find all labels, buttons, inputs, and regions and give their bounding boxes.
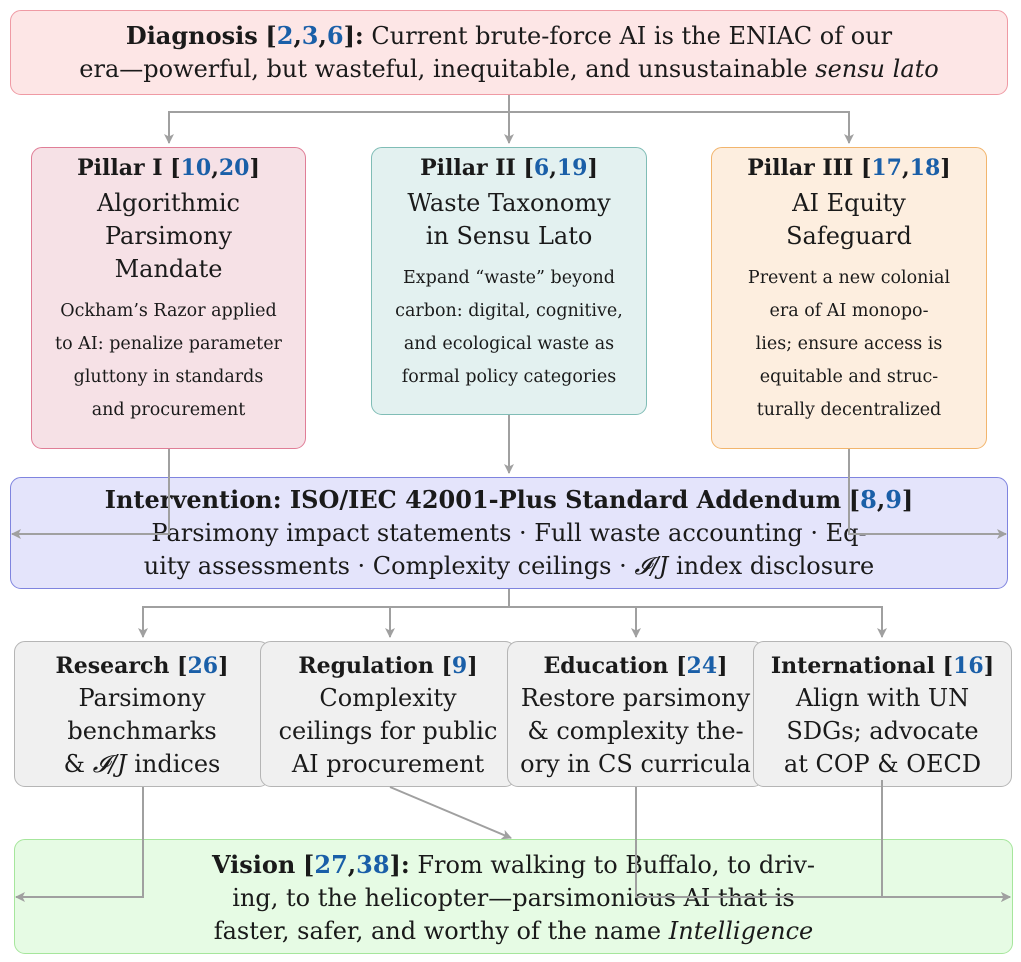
arrow-intervention-international <box>636 607 882 637</box>
pillar-3-box <box>711 147 987 449</box>
action-title: Education [24] <box>543 653 728 679</box>
index-symbol: 𝓘/𝐽 <box>92 750 127 778</box>
intervention-line-2: Parsimony impact statements · Full waste accounting · Eq- <box>151 519 867 547</box>
international-box <box>753 641 1012 787</box>
arrow-regulation-vision <box>390 787 511 838</box>
pillar-1-box <box>31 147 306 449</box>
pillar-subtitle: Waste Taxonomy in Sensu Lato <box>407 189 611 250</box>
citation-link[interactable]: 9 <box>885 485 902 514</box>
pillar-subtitle: Algorithmic Parsimony Mandate <box>97 189 240 283</box>
research-box <box>14 641 270 787</box>
citation-link[interactable]: 9 <box>451 653 468 679</box>
citation-link[interactable]: 24 <box>686 653 718 679</box>
vision-line-2: ing, to the helicopter—parsimonious AI that is <box>232 884 795 912</box>
action-body: Align with UN SDGs; advocate at COP & OECD <box>783 684 982 778</box>
citation-link[interactable]: 19 <box>556 155 588 181</box>
pillar-description: Expand “waste” beyond carbon: digital, cognitive, and ecological waste as formal policy categories <box>395 268 623 387</box>
citation-link[interactable]: 18 <box>909 155 941 181</box>
pillar-title: Pillar I [10,20] <box>77 155 260 181</box>
index-symbol: 𝓘/𝐽 <box>634 552 669 580</box>
action-title: Research [26] <box>55 653 229 679</box>
action-body: Restore parsimony & complexity the- ory in CS curricula <box>520 684 751 778</box>
diagnosis-label: Diagnosis <box>125 21 258 50</box>
arrow-diagnosis-pillar3 <box>509 112 849 143</box>
education-box <box>507 641 764 787</box>
action-title: Regulation [9] <box>298 653 478 679</box>
intervention-line-3: uity assessments · Complexity ceilings · 𝓘/𝐽 index disclosure <box>143 552 875 580</box>
arrow-diagnosis-pillar1 <box>169 95 509 143</box>
intervention-title: Intervention: ISO/IEC 42001-Plus Standard Addendum [8,9] <box>104 485 914 514</box>
pillar-subtitle: AI Equity Safeguard <box>786 189 912 250</box>
action-body: Complexity ceilings for public AI procurement <box>278 684 498 778</box>
citation-link[interactable]: 3 <box>301 21 319 50</box>
pillar-title: Pillar III [17,18] <box>747 155 951 181</box>
citation-link[interactable]: 6 <box>326 21 344 50</box>
citation-link[interactable]: 20 <box>218 155 250 181</box>
intervention-box <box>10 477 1008 589</box>
action-title: International [16] <box>770 653 995 679</box>
citation-link[interactable]: 6 <box>533 155 550 181</box>
diagnosis-line-1: Diagnosis [2,3,6]: Current brute-force AI is the ENIAC of our <box>125 21 893 50</box>
citation-link[interactable]: 10 <box>180 155 212 181</box>
citation-link[interactable]: 8 <box>860 485 877 514</box>
arrow-intervention-education <box>509 607 636 637</box>
vision-line-1: Vision [27,38]: From walking to Buffalo, to driv- <box>211 850 816 879</box>
diagnosis-line-2: era—powerful, but wasteful, inequitable, and unsustainable sensu lato <box>79 55 939 83</box>
vision-box <box>14 839 1013 954</box>
citation-link[interactable]: 2 <box>276 21 294 50</box>
pillar-description: Prevent a new colonial era of AI monopo- lies; ensure access is equitable and struc- turally decentralized <box>747 268 951 420</box>
citation-link[interactable]: 26 <box>187 653 219 679</box>
action-body: Parsimony benchmarks & 𝓘/𝐽 indices <box>63 684 221 778</box>
citation-link[interactable]: 27 <box>314 850 348 879</box>
pillar-2-box <box>371 147 647 415</box>
pillar-title: Pillar II [6,19] <box>420 155 598 181</box>
citation-link[interactable]: 17 <box>871 155 902 181</box>
diagnosis-box <box>10 10 1008 95</box>
citation-link[interactable]: 16 <box>953 653 984 679</box>
regulation-box <box>260 641 516 787</box>
pillar-description: Ockham’s Razor applied to AI: penalize parameter gluttony in standards and procurement <box>55 301 282 420</box>
arrow-intervention-research <box>143 589 509 637</box>
vision-line-3: faster, safer, and worthy of the name Intelligence <box>213 917 814 945</box>
citation-link[interactable]: 38 <box>356 850 390 879</box>
